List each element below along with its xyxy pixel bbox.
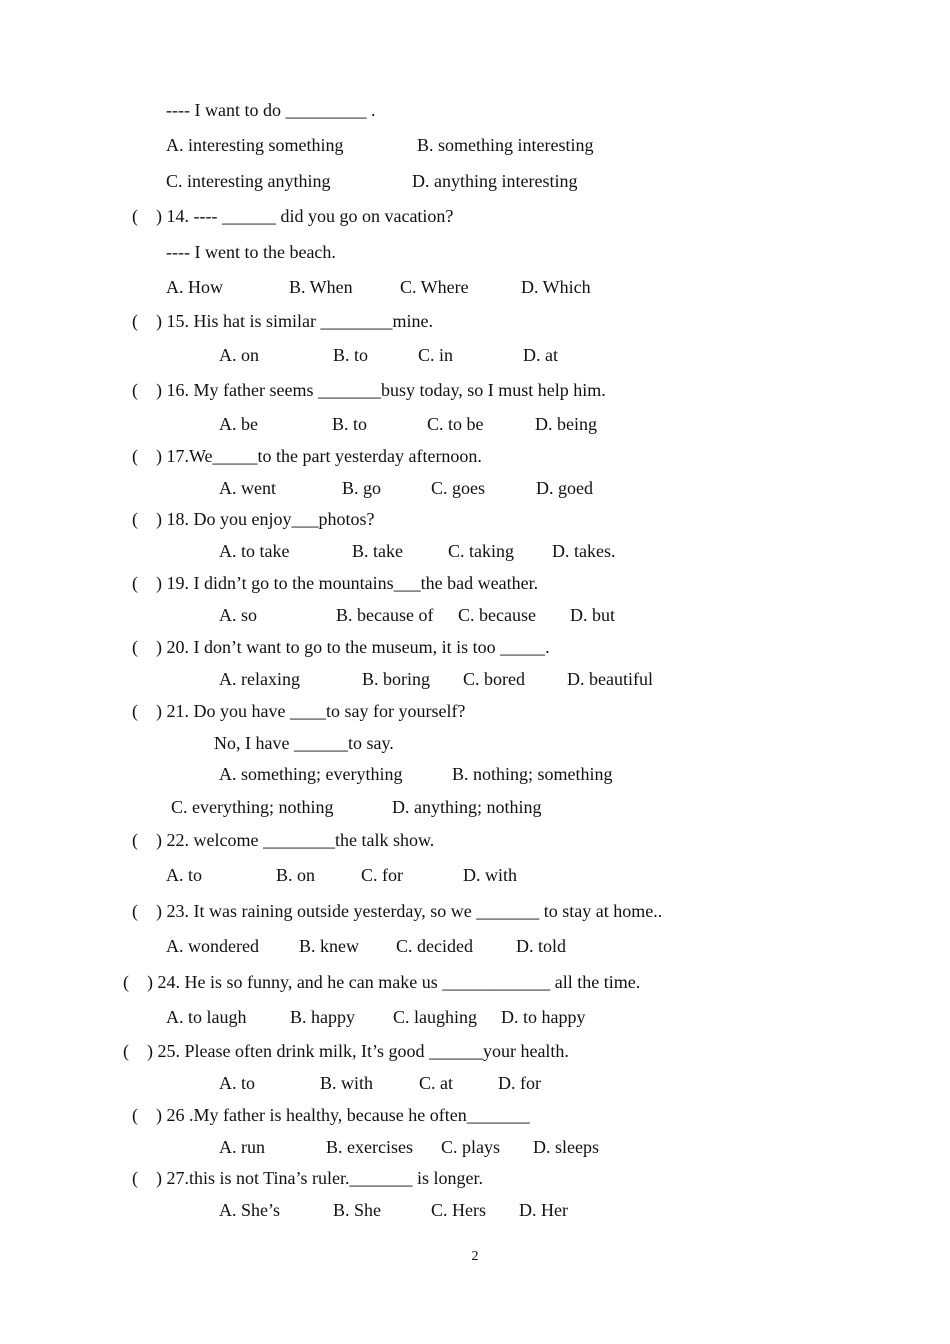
q13-option-b: B. something interesting [417,135,594,155]
q24-stem: ( ) 24. He is so funny, and he can make us ____________ all the time. [123,972,641,992]
q27-option-a: A. She’s [219,1200,281,1220]
q24-option-c: C. laughing [393,1007,477,1027]
q24-option-a: A. to laugh [166,1007,247,1027]
q23-option-b: B. knew [299,936,359,956]
q20-option-d: D. beautiful [567,669,653,689]
q13-answer-line: ---- I want to do _________ . [166,100,376,120]
q16-option-d: D. being [535,414,597,434]
q13-option-c: C. interesting anything [166,171,331,191]
q23-option-a: A. wondered [166,936,259,956]
q16-stem: ( ) 16. My father seems _______busy today, so I must help him. [132,380,606,400]
q13-option-a: A. interesting something [166,135,344,155]
q16-option-a: A. be [219,414,258,434]
q22-option-c: C. for [361,865,403,885]
q25-option-a: A. to [219,1073,255,1093]
q15-option-d: D. at [523,345,558,365]
q18-option-c: C. taking [448,541,514,561]
q19-stem: ( ) 19. I didn’t go to the mountains___the bad weather. [132,573,539,593]
q20-option-c: C. bored [463,669,525,689]
q17-option-b: B. go [342,478,382,498]
q26-stem: ( ) 26 .My father is healthy, because he often_______ [132,1105,530,1125]
q25-stem: ( ) 25. Please often drink milk, It’s good ______your health. [123,1041,569,1061]
q13-option-d: D. anything interesting [412,171,578,191]
q17-option-d: D. goed [536,478,593,498]
q25-option-d: D. for [498,1073,541,1093]
q27-stem: ( ) 27.this is not Tina’s ruler._______ is longer. [132,1168,484,1188]
q14-option-c: C. Where [400,277,469,297]
q27-option-b: B. She [333,1200,382,1220]
q14-option-d: D. Which [521,277,591,297]
q23-option-c: C. decided [396,936,473,956]
q14-option-b: B. When [289,277,353,297]
q21-option-d: D. anything; nothing [392,797,542,817]
q18-stem: ( ) 18. Do you enjoy___photos? [132,509,375,529]
q21-option-c: C. everything; nothing [171,797,334,817]
q19-option-a: A. so [219,605,258,625]
q19-option-c: C. because [458,605,536,625]
q14-option-a: A. How [166,277,223,297]
q17-option-c: C. goes [431,478,485,498]
q18-option-b: B. take [352,541,403,561]
q25-option-b: B. with [320,1073,374,1093]
q26-option-b: B. exercises [326,1137,413,1157]
q22-option-d: D. with [463,865,517,885]
q19-option-d: D. but [570,605,615,625]
q20-option-a: A. relaxing [219,669,300,689]
q15-option-b: B. to [333,345,369,365]
q21-option-a: A. something; everything [219,764,403,784]
q16-option-c: C. to be [427,414,484,434]
q21-option-b: B. nothing; something [452,764,613,784]
q22-option-a: A. to [166,865,202,885]
q18-option-d: D. takes. [552,541,616,561]
q27-option-c: C. Hers [431,1200,486,1220]
q15-stem: ( ) 15. His hat is similar ________mine. [132,311,433,331]
q26-option-c: C. plays [441,1137,501,1157]
q26-option-d: D. sleeps [533,1137,599,1157]
q24-option-d: D. to happy [501,1007,586,1027]
q20-option-b: B. boring [362,669,431,689]
q15-option-a: A. on [219,345,259,365]
q25-option-c: C. at [419,1073,453,1093]
q16-option-b: B. to [332,414,368,434]
q22-stem: ( ) 22. welcome ________the talk show. [132,830,435,850]
q21-stem: ( ) 21. Do you have ____to say for yourself? [132,701,466,721]
q17-stem: ( ) 17.We_____to the part yesterday afternoon. [132,446,482,466]
q27-option-d: D. Her [519,1200,568,1220]
q17-option-a: A. went [219,478,276,498]
q14-stem: ( ) 14. ---- ______ did you go on vacation? [132,206,454,226]
q22-option-b: B. on [276,865,316,885]
q19-option-b: B. because of [336,605,434,625]
page-number: 2 [471,1249,479,1264]
q18-option-a: A. to take [219,541,290,561]
q21-answer-line: No, I have ______to say. [214,733,394,753]
q20-stem: ( ) 20. I don’t want to go to the museum, it is too _____. [132,637,550,657]
q24-option-b: B. happy [290,1007,355,1027]
q23-stem: ( ) 23. It was raining outside yesterday, so we _______ to stay at home.. [132,901,663,921]
q23-option-d: D. told [516,936,567,956]
q15-option-c: C. in [418,345,454,365]
q26-option-a: A. run [219,1137,265,1157]
q14-answer-line: ---- I went to the beach. [166,242,336,262]
